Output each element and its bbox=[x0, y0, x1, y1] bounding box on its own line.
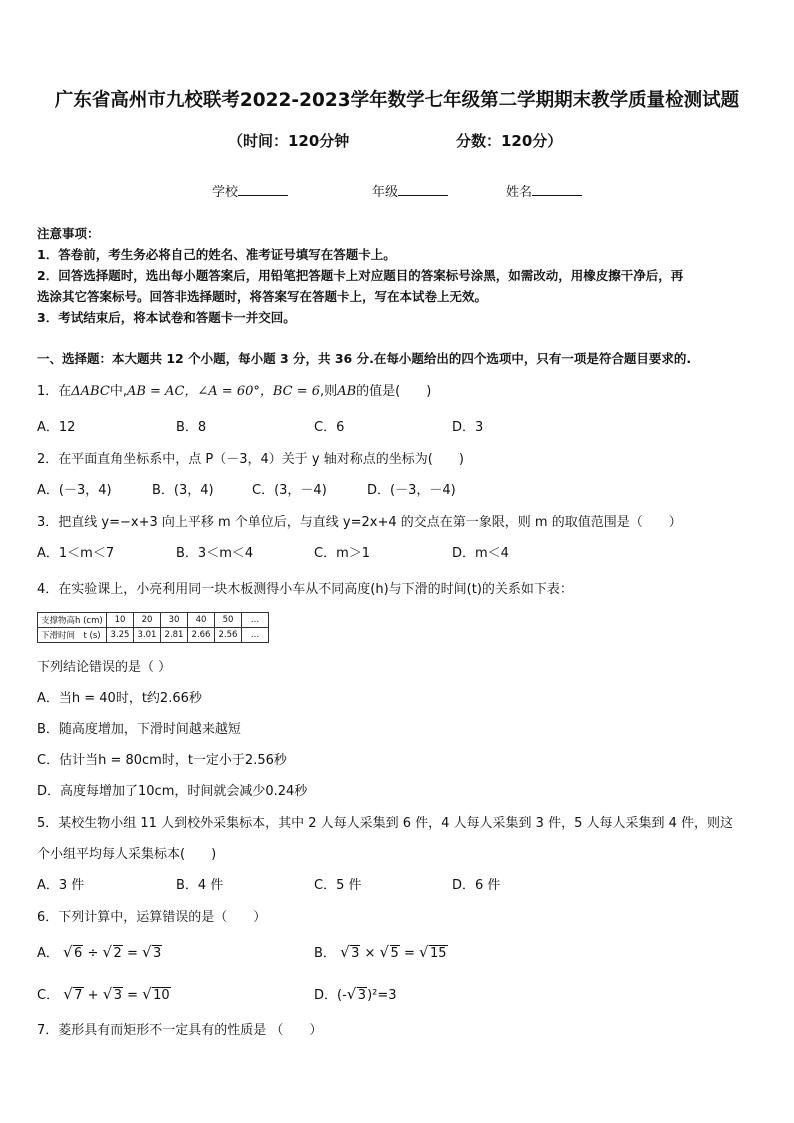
section-heading: 一、选择题：本大题共 12 个小题，每小题 3 分，共 36 分.在每小题给出的四个选项中，只有一项是符合题目要求的. bbox=[37, 351, 692, 366]
q6-c-label: C． bbox=[37, 988, 60, 1003]
operator: + bbox=[87, 988, 99, 1003]
table-cell: 3.25 bbox=[107, 628, 134, 643]
question-3-stem: 3．把直线 y=−x+3 向上平移 m 个单位后，与直线 y=2x+4 的交点在第一象限，则 m 的取值范围是（ ） bbox=[37, 515, 682, 530]
question-6-stem: 6．下列计算中，运算错误的是（ ） bbox=[37, 910, 267, 925]
sqrt-symbol: √ 2 bbox=[102, 943, 122, 961]
radicand: 10 bbox=[153, 988, 170, 1003]
q3-option-c[interactable]: C．m＞1 bbox=[314, 546, 371, 561]
table-cell: 2.56 bbox=[215, 628, 242, 643]
school-label: 学校 bbox=[212, 185, 239, 200]
q1-prefix: 1．在 bbox=[37, 384, 72, 399]
q3-option-a[interactable]: A．1＜m＜7 bbox=[37, 546, 115, 561]
radicand: 3 bbox=[351, 946, 360, 961]
name-field bbox=[506, 181, 582, 200]
sqrt-symbol: √ 15 bbox=[419, 943, 447, 961]
note-item: 2．回答选择题时，选出每小题答案后，用铅笔把答题卡上对应题目的答案标号涂黑，如需改动，用橡皮擦干净后，再 bbox=[37, 268, 684, 283]
equals: = bbox=[127, 988, 139, 1003]
table-row-label: 下滑时间 t (s) bbox=[38, 628, 107, 643]
exam-title: 广东省高州市九校联考2022-2023学年数学七年级第二学期期末教学质量检测试题 bbox=[54, 90, 740, 111]
grade-label: 年级 bbox=[372, 185, 399, 200]
q1-math-condition: AB = AC，∠A = 60°，BC = 6 bbox=[126, 384, 321, 399]
operator: × bbox=[364, 946, 376, 961]
radicand: 2 bbox=[113, 946, 122, 961]
radicand: 7 bbox=[74, 988, 83, 1003]
q6-b-label: B． bbox=[314, 946, 336, 961]
equals: = bbox=[126, 946, 138, 961]
radicand: 3 bbox=[152, 946, 162, 961]
q4-option-b[interactable]: B．随高度增加，下滑时间越来越短 bbox=[37, 722, 241, 737]
q6-d-post: )²=3 bbox=[367, 988, 397, 1003]
q2-option-a[interactable]: A．(－3，4) bbox=[37, 483, 112, 498]
table-cell: 30 bbox=[161, 613, 188, 628]
q3-option-d[interactable]: D．m＜4 bbox=[452, 546, 509, 561]
exam-score: 分数：120分） bbox=[456, 132, 563, 150]
table-cell: … bbox=[242, 613, 269, 628]
q2-option-d[interactable]: D．(－3，－4) bbox=[367, 483, 456, 498]
exam-time: （时间：120分钟 bbox=[228, 132, 350, 150]
grade-blank bbox=[398, 181, 448, 196]
question-4-stem: 4．在实验课上，小亮利用同一块木板测得小车从不同高度(h)与下滑的时间(t)的关系如下表： bbox=[37, 582, 573, 597]
sqrt-symbol: √ 3 bbox=[346, 985, 367, 1003]
question-5-stem-line2: 个小组平均每人采集标本( ) bbox=[37, 847, 217, 862]
table-cell: 2.66 bbox=[188, 628, 215, 643]
notes-heading: 注意事项： bbox=[37, 226, 100, 241]
sqrt-symbol: √ 5 bbox=[379, 943, 399, 961]
sqrt-symbol: √ 3 bbox=[340, 943, 360, 961]
question-7-stem: 7．菱形具有而矩形不一定具有的性质是 （ ） bbox=[37, 1023, 323, 1038]
q4-prompt: 下列结论错误的是（ ） bbox=[37, 660, 172, 675]
q2-option-b[interactable]: B．(3，4) bbox=[152, 483, 214, 498]
sqrt-symbol: √ 7 bbox=[63, 985, 83, 1003]
radicand: 5 bbox=[390, 946, 399, 961]
q4-option-d[interactable]: D．高度每增加了10cm，时间就会减少0.24秒 bbox=[37, 784, 308, 799]
radicand: 6 bbox=[74, 946, 83, 961]
table-cell: … bbox=[242, 628, 269, 643]
q1-end: ,则 bbox=[320, 384, 338, 399]
name-blank bbox=[532, 181, 582, 196]
table-cell: 3.01 bbox=[134, 628, 161, 643]
name-label: 姓名 bbox=[506, 185, 533, 200]
q1-option-c[interactable]: C．6 bbox=[314, 420, 345, 435]
q6-option-a[interactable] bbox=[37, 942, 162, 961]
note-item: 1．答卷前，考生务必将自己的姓名、准考证号填写在答题卡上。 bbox=[37, 247, 396, 262]
radicand: 3 bbox=[113, 988, 122, 1003]
q6-option-d[interactable] bbox=[314, 984, 397, 1003]
question-5-stem-line1: 5．某校生物小组 11 人到校外采集标本，其中 2 人每人采集到 6 件，4 人每人采集到 3 件，5 人每人采集到 4 件，则这 bbox=[37, 816, 734, 831]
q1-tail: 的值是( ) bbox=[356, 384, 432, 399]
radicand: 3 bbox=[357, 988, 367, 1003]
table-row bbox=[38, 613, 269, 628]
table-cell: 50 bbox=[215, 613, 242, 628]
question-1-stem bbox=[37, 380, 431, 399]
q5-option-b[interactable]: B．4 件 bbox=[176, 878, 224, 893]
radicand: 15 bbox=[430, 946, 447, 961]
school-blank bbox=[238, 181, 288, 196]
q5-option-c[interactable]: C．5 件 bbox=[314, 878, 362, 893]
school-field bbox=[212, 181, 288, 200]
q4-option-a[interactable]: A．当h = 40时，t约2.66秒 bbox=[37, 691, 202, 706]
q1-mid: 中, bbox=[109, 384, 127, 399]
equals: = bbox=[403, 946, 415, 961]
q4-data-table bbox=[37, 612, 269, 643]
sqrt-symbol: √ 6 bbox=[63, 943, 83, 961]
table-row bbox=[38, 628, 269, 643]
q6-d-label: D． bbox=[314, 988, 338, 1003]
note-item: 选涂其它答案标号。回答非选择题时，将答案写在答题卡上，写在本试卷上无效。 bbox=[37, 289, 488, 304]
table-cell: 2.81 bbox=[161, 628, 188, 643]
q6-option-c[interactable] bbox=[37, 984, 171, 1003]
table-cell: 40 bbox=[188, 613, 215, 628]
question-2-stem: 2．在平面直角坐标系中，点 P（－3，4）关于 y 轴对称点的坐标为( ) bbox=[37, 452, 464, 467]
q5-option-a[interactable]: A．3 件 bbox=[37, 878, 85, 893]
operator: ÷ bbox=[87, 946, 99, 961]
q4-option-c[interactable]: C．估计当h = 80cm时，t一定小于2.56秒 bbox=[37, 753, 287, 768]
q1-math-ab: AB bbox=[337, 384, 357, 399]
q1-option-a[interactable]: A．12 bbox=[37, 420, 76, 435]
q1-option-d[interactable]: D．3 bbox=[452, 420, 484, 435]
q2-option-c[interactable]: C．(3，－4) bbox=[252, 483, 327, 498]
q5-option-d[interactable]: D．6 件 bbox=[452, 878, 501, 893]
sqrt-symbol: √ 3 bbox=[102, 985, 122, 1003]
table-cell: 10 bbox=[107, 613, 134, 628]
q6-a-label: A． bbox=[37, 946, 59, 961]
sqrt-symbol: √ 10 bbox=[142, 985, 170, 1003]
table-cell: 20 bbox=[134, 613, 161, 628]
q1-math-triangle: ΔABC bbox=[71, 384, 110, 399]
q1-option-b[interactable]: B．8 bbox=[176, 420, 207, 435]
q6-d-pre: (- bbox=[337, 988, 347, 1003]
q3-option-b[interactable]: B．3＜m＜4 bbox=[176, 546, 254, 561]
table-row-label: 支撑物高h (cm) bbox=[38, 613, 107, 628]
grade-field bbox=[372, 181, 448, 200]
sqrt-symbol: √ 3 bbox=[141, 943, 162, 961]
note-item: 3．考试结束后，将本试卷和答题卡一并交回。 bbox=[37, 310, 296, 325]
q6-option-b[interactable] bbox=[314, 942, 448, 961]
